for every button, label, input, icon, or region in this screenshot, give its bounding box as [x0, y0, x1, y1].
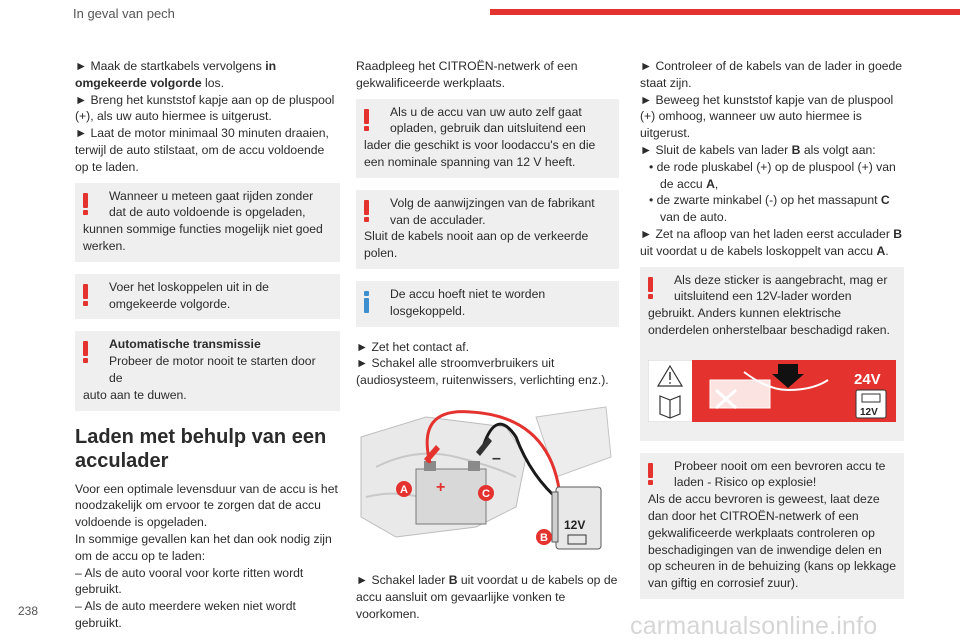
instruction-check-cables: ► Controleer of de kabels van de lader in goede staat zijn. [640, 59, 903, 90]
dash-item: – Als de auto meerdere weken niet wordt gebruikt. [75, 599, 296, 630]
warning-box-disconnect: Voer het loskoppelen uit in de omgekeerde volgorde. [75, 274, 340, 320]
instruction-charger-off: ► Schakel lader B uit voordat u de kabels op de accu aansluit om gevaarlijke vonken te voorkomen. [356, 572, 618, 621]
section-heading: Laden met behulp van een acculader [75, 425, 327, 472]
header-accent-bar [490, 9, 960, 15]
plus-sign: + [436, 478, 446, 496]
warning-box-own-charging: Als u de accu van uw auto zelf gaat opladen, gebruik dan uitsluitend een lader die geschikt is voor loodaccu's en die een nominale spanning van 12 V heeft. [356, 99, 619, 178]
sticker-panel [640, 346, 904, 441]
minus-sign: – [492, 449, 501, 467]
charger-diagram [356, 397, 618, 562]
column-3 [640, 58, 904, 611]
charger-sticker [648, 360, 896, 422]
instruction-consumers-off: ► Schakel alle stroomverbruikers uit (audiosysteem, ruitenwissers, verlichting enz.). [356, 356, 609, 388]
instruction-cap: ► Breng het kunststof kapje aan op de pluspool (+), als uw auto hiermee is uitgerust. [75, 92, 335, 124]
instruction-lift-cap: ► Beweeg het kunststof kapje van de pluspool (+) omhoog, wanneer uw auto hiermee is uitgerust. [640, 92, 894, 141]
instruction-after-charging: ► Zet na afloop van het laden eerst acculader B uit voordat u de kabels loskoppelt van accu A. [640, 226, 903, 258]
label-c: C [482, 487, 490, 500]
instruction-connect: ► Sluit de kabels van lader B als volgt aan: [640, 142, 876, 157]
column-1 [75, 58, 340, 632]
watermark: carmanualsonline.info [630, 612, 878, 640]
allowed-voltage-label: 12V [860, 406, 878, 418]
warning-icon [83, 193, 89, 215]
warning-box-charge: Wanneer u meteen gaat rijden zonder dat de auto voldoende is opgeladen, kunnen sommige functies mogelijk niet goed werken. [75, 183, 340, 262]
column-2 [356, 58, 619, 622]
warning-icon [83, 284, 89, 306]
warning-icon [364, 109, 370, 131]
warning-icon [648, 277, 654, 299]
label-a: A [400, 483, 408, 496]
warning-box-frozen: Probeer nooit om een bevroren accu te laden - Risico op explosie! Als de accu bevroren is geweest, laat deze dan door het CITROËN-netwerk of een gekwalificeerde werkplaats controleren op beschadigingen van de inwendige delen en op scheuren in de behuizing (kans op lekkage van giftig en corrosief zuur). [640, 453, 904, 599]
warning-icon [83, 341, 89, 363]
info-icon [364, 291, 370, 313]
instruction-ignition-off: ► Zet het contact af. [356, 339, 470, 354]
network-note: Raadpleeg het CITROËN-netwerk of een gekwalificeerde werkplaats. [356, 59, 578, 90]
running-header: In geval van pech [73, 6, 175, 21]
sub-item-black-cable: • de zwarte minkabel (-) op het massapunt C van de auto. [649, 193, 890, 225]
warning-icon [364, 200, 370, 222]
warning-box-manufacturer: Volg de aanwijzingen van de fabrikant van de acculader. Sluit de kabels nooit aan op de verkeerde polen. [356, 190, 619, 269]
dash-item: – Als de auto vooral voor korte ritten wordt gebruikt. [75, 565, 304, 597]
instruction-disconnect: ► Maak de startkabels vervolgens in omgekeerde volgorde los. [75, 59, 277, 90]
page-number: 238 [18, 604, 39, 618]
warning-icon [648, 463, 654, 485]
intro-paragraph-2: In sommige gevallen kan het dan ook nodig zijn om de accu op te laden: [75, 531, 332, 563]
warning-box-sticker: Als deze sticker is aangebracht, mag er uitsluitend een 12V-lader worden gebruikt. Anders kunnen elektrische onderdelen onherstelbaar beschadigd raken. [640, 267, 904, 346]
warning-box-transmission: Automatische transmissie Probeer de motor nooit te starten door de auto aan te duwen. [75, 331, 340, 410]
forbidden-voltage-label: 24V [854, 370, 881, 388]
info-box-disconnect: De accu hoeft niet te worden losgekoppeld. [356, 281, 619, 327]
instruction-run-engine: ► Laat de motor minimaal 30 minuten draaien, terwijl de auto stilstaat, om de accu voldoende op te laden. [75, 126, 329, 174]
intro-paragraph: Voor een optimale levensduur van de accu is het noodzakelijk om ervoor te zorgen dat de accu voldoende is opgeladen. [75, 481, 338, 530]
label-b: B [540, 531, 548, 544]
charger-voltage-label: 12V [564, 517, 586, 532]
battery-charger-illustration [356, 397, 618, 562]
sub-item-red-cable: • de rode pluskabel (+) op de pluspool (+) van de accu A, [649, 159, 896, 191]
